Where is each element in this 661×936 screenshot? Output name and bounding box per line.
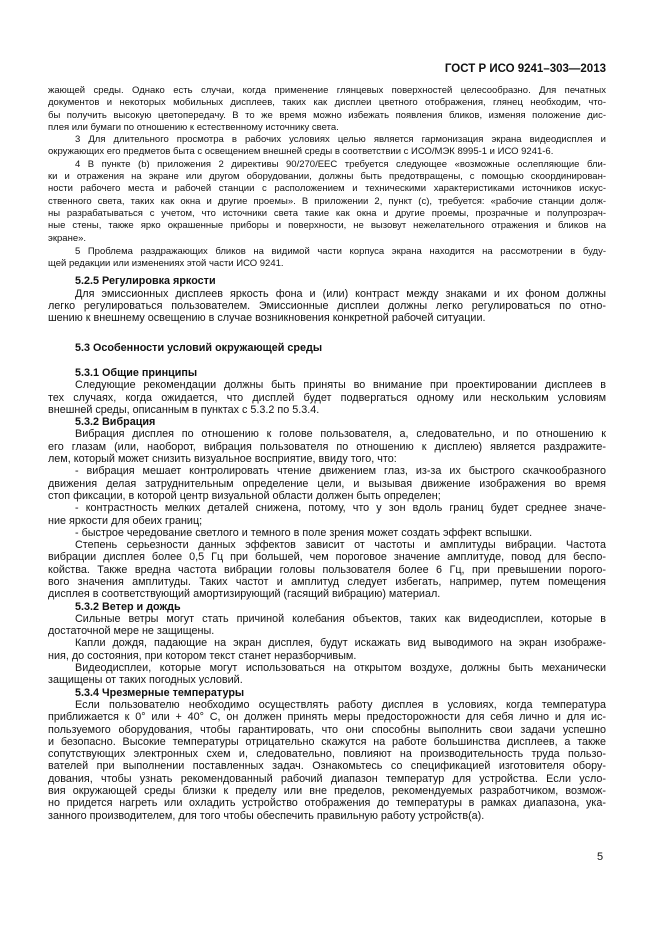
paragraph xyxy=(48,699,606,822)
paragraph xyxy=(48,379,606,416)
text-line: ние яркости для обеих границ; xyxy=(48,514,203,527)
text-line: щей редакции или изменениях этой части ИСО 9241. xyxy=(48,258,284,270)
document-header: ГОСТ Р ИСО 9241–303—2013 xyxy=(444,63,606,75)
text-line: вибрации дисплея более 0,5 Гц при большей, чем пороговое значение амплитуде, повод для беспо- xyxy=(48,551,606,564)
text-line: ности рабочего места и рабочей станции с расположением и техническими характеристиками источников искус- xyxy=(48,183,606,195)
text-line: внешней среды, описанным в пунктах с 5.3.2 по 5.3.4. xyxy=(48,403,320,416)
paragraph xyxy=(48,465,606,502)
text-line: ки и отражения на экране или другом оборудовании, должны быть предотвращены, с помощью скоординирован- xyxy=(48,171,606,183)
text-line: 5.2.5 Регулировка яркости xyxy=(75,275,216,288)
text-line: 5.3.2 Вибрация xyxy=(75,416,156,429)
text-line: легко регулироваться пользователем. Эмиссионные дисплеи должны легко регулироваться по отно- xyxy=(48,300,606,313)
paragraph xyxy=(48,527,606,539)
section-heading xyxy=(48,342,606,354)
text-line: 5.3.2 Ветер и дождь xyxy=(75,600,181,613)
text-line: ственного света, таких как окна и другие проемы». В приложении 2, пункт (c), требуется: «рабочие станции долж- xyxy=(48,195,606,207)
section-heading xyxy=(48,275,606,287)
text-line: дования, чтобы узнать рекомендованный рабочий диапазон температур для устройства. Если усло- xyxy=(48,772,606,785)
text-line: - быстрое чередование светлого и темного в поле зрения может создать эффект вспышки. xyxy=(75,526,533,539)
text-line: документов и некоторых мобильных дисплеев, таких как дисплеи цветного отображения, глянец необходим, что- xyxy=(48,97,606,109)
text-line: лем, который может снизить визуальное восприятие, ввиду того, что: xyxy=(48,453,397,466)
text-line: достаточной мере не защищены. xyxy=(48,625,215,638)
text-line: окружающих его предметов быта с освещением внешней среды в соответствии с ИСО/МЭК 8995-1 и ИСО 9241-6. xyxy=(48,146,554,158)
paragraph xyxy=(48,428,606,465)
paragraph xyxy=(48,613,606,638)
text-line: дисплея в соответствующий амортизирующий (гасящий вибрацию) материал. xyxy=(48,588,441,601)
paragraph xyxy=(48,662,606,687)
text-line: 4 В пункте (b) приложения 2 директивы 90/270/EEC требуется следующее «возможные ослепляющие бли- xyxy=(75,158,606,170)
text-line: - контрастность мелких деталей снижена, потому, что у зон вдоль границ будет среднее значе- xyxy=(75,502,606,515)
note-paragraph xyxy=(48,85,606,134)
text-line: ны разрабатываться с учетом, что источники света такие как окна и другие проемы, прозрачные и полупрозрач- xyxy=(48,207,606,219)
text-line: экране». xyxy=(48,232,87,244)
text-line: Сильные ветры могут стать причиной колебания объектов, таких как видеодисплеи, которые в xyxy=(75,612,606,625)
text-line: занного производителем, для того чтобы обеспечить правильную работу устройств(а). xyxy=(48,809,485,822)
paragraph xyxy=(48,539,606,600)
text-line: ния, до состояния, при котором текст станет неразборчивым. xyxy=(48,649,357,662)
text-line: сопутствующих электронных схем и, следовательно, повлияют на производительность труда пользо- xyxy=(48,748,606,761)
text-line: Для эмиссионных дисплеев яркость фона и (или) контраст между знаками и их фоном должны xyxy=(75,287,606,300)
note-paragraph xyxy=(48,246,606,271)
section-heading xyxy=(48,601,606,613)
text-line: вия окружающей среды близки к пределу или вне пределов, рекомендуемых разработчиком, возмож- xyxy=(48,785,606,798)
paragraph xyxy=(48,288,606,325)
text-line: плея или бумаги по отношению к естественному источнику света. xyxy=(48,121,339,133)
text-line: жающей среды. Однако есть случаи, когда применение глянцевых поверхностей целесообразно. Для печатных xyxy=(48,85,606,96)
text-line: ные стены, также ярко окрашенные приборы и поверхности, не вызовут нежелательного отражения и бликов на xyxy=(48,220,606,232)
paragraph xyxy=(48,502,606,527)
text-line: вого значения амплитуды. Таких частот и амплитуд следует избегать, например, путем помещения xyxy=(48,575,606,588)
note-paragraph xyxy=(48,134,606,159)
text-line: тех случаях, когда ожидается, что дисплей будет подвергаться одному или нескольким условиям xyxy=(48,391,606,404)
text-line: приближается к 0° или + 40° С, он должен принять меры предосторожности для себя лично и для ис- xyxy=(48,711,606,724)
note-paragraph xyxy=(48,159,606,245)
text-line: Если пользователю необходимо осуществлять работу дисплея в условиях, когда температура xyxy=(75,698,606,711)
text-line: стоп фиксации, в которой центр визуальной области должен быть определен; xyxy=(48,489,441,502)
section-heading xyxy=(48,367,606,379)
text-line: бы получить высокую цветопередачу. В то же время можно избежать появления бликов, изменяя положение дис- xyxy=(48,109,606,121)
text-line: койства. Также вредна частота вибрации головы пользователя более 6 Гц, при превышении порого- xyxy=(48,563,606,576)
text-line: движения делая затруднительным определение цели, и вызывая движение изображения во время xyxy=(48,477,606,490)
section-heading xyxy=(48,416,606,428)
text-line: Видеодисплеи, которые могут использоваться на открытом воздухе, должны быть механически xyxy=(75,662,606,675)
text-line: Капли дождя, падающие на экран дисплея, будут искажать вид выводимого на экран изображе- xyxy=(75,637,606,650)
page-number: 5 xyxy=(597,851,604,863)
text-line: его глазам (или, наоборот, вибрация пользователя по отношению к дисплею) является раздражите- xyxy=(48,440,606,453)
text-line: 5.3.1 Общие принципы xyxy=(75,366,198,379)
text-line: но придется нагреть или охладить устройство отображения до температуры в рамках диапазона, ука- xyxy=(48,797,606,810)
text-line: 3 Для длительного просмотра в рабочих условиях целью является гармонизация экрана видеодисплея и xyxy=(75,134,606,146)
section-heading xyxy=(48,687,606,699)
text-line: защищены от таких погодных условий. xyxy=(48,674,243,687)
text-line: 5 Проблема раздражающих бликов на видимой части корпуса экрана находится на рассмотрении в буду- xyxy=(75,245,606,257)
text-line: 5.3.4 Чрезмерные температуры xyxy=(75,686,245,699)
text-line: Вибрация дисплея по отношению к голове пользователя, а, следовательно, и по отношению к xyxy=(75,428,606,441)
text-line: Степень серьезности данных эффектов зависит от частоты и амплитуды вибрации. Частота xyxy=(75,539,606,552)
text-line: вателей при выполнении поставленных задач. Ознакомьтесь со спецификацией изготовителя обору- xyxy=(48,760,606,773)
text-line: Следующие рекомендации должны быть приняты во внимание при проектировании дисплеев в xyxy=(75,379,606,392)
document-body xyxy=(48,85,606,822)
text-line: - вибрация мешает контролировать чтение движением глаз, из-за их быстрого скачкообразного xyxy=(75,465,606,478)
text-line: 5.3 Особенности условий окружающей среды xyxy=(75,341,323,354)
paragraph xyxy=(48,637,606,662)
text-line: пользуемого оборудования, чтобы гарантировать, что они способны выполнить свои задачи успешно xyxy=(48,723,606,736)
text-line: шению к внешнему освещению в случае возникновения конкретной рабочей ситуации. xyxy=(48,312,486,325)
text-line: и безопасно. Высокие температуры отрицательно скажутся на работе большинства дисплеев, а также xyxy=(48,735,606,748)
